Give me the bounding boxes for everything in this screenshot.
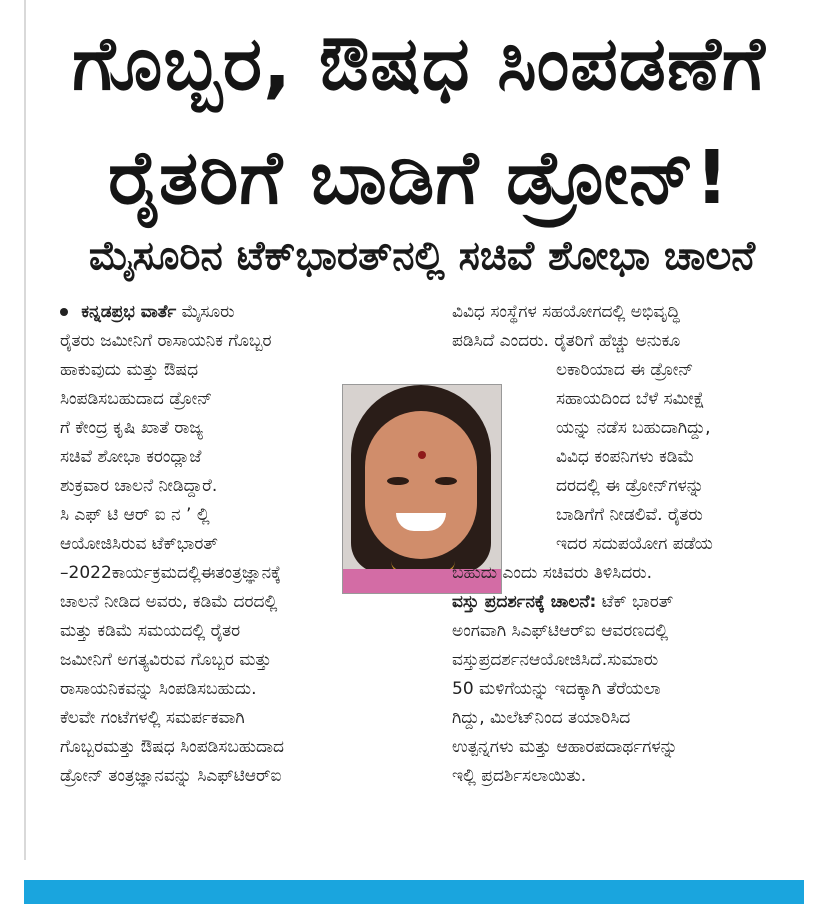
body-line: ಇಲ್ಲಿ ಪ್ರದರ್ಶಿಸಲಾಯಿತು. bbox=[452, 766, 587, 786]
headline-line-2: ರೈತರಿಗೆ ಬಾಡಿಗೆ ಡ್ರೋನ್! bbox=[108, 135, 730, 221]
subsection-first-line bbox=[452, 588, 808, 617]
body-line: ಗೆ ಕೇಂದ್ರ ಕೃಷಿ ಖಾತೆ ರಾಜ್ಯ bbox=[60, 418, 204, 438]
body-line: ಯನ್ನು ನಡೆಸ ಬಹುದಾಗಿದ್ದು, bbox=[556, 418, 711, 438]
bottom-color-bar bbox=[24, 880, 804, 904]
article-right-column bbox=[452, 298, 808, 791]
headline-line-1: ಗೊಬ್ಬರ, ಔಷಧ ಸಿಂಪಡಣೆಗೆ bbox=[72, 21, 766, 107]
body-line: 50 ಮಳಿಗೆಯನ್ನು ಇದಕ್ಕಾಗಿ ತೆರೆಯಲಾ bbox=[452, 679, 661, 699]
body-line: ಜಮೀನಿಗೆ ಅಗತ್ಯವಿರುವ ಗೊಬ್ಬರ ಮತ್ತು bbox=[60, 650, 272, 670]
body-line: ದರದಲ್ಲಿ ಈ ಡ್ರೋನ್‌ಗಳನ್ನು bbox=[556, 476, 704, 496]
subsection-heading: ವಸ್ತು ಪ್ರದರ್ಶನಕ್ಕೆ ಚಾಲನೆ: bbox=[452, 592, 597, 612]
body-line: ಆಯೋಜಿಸಿರುವ ಟೆಕ್‌ಭಾರತ್ bbox=[60, 534, 218, 554]
body-line: ಶುಕ್ರವಾರ ಚಾಲನೆ ನೀಡಿದ್ದಾರೆ. bbox=[60, 476, 218, 496]
body-line: ಗೊಬ್ಬರಮತ್ತು ಔಷಧ ಸಿಂಪಡಿಸಬಹುದಾದ bbox=[60, 737, 284, 757]
body-line: ಡ್ರೋನ್ ತಂತ್ರಜ್ಞಾನವನ್ನು ಸಿಎಫ್‌ಟಿಆರ್‌ಐ bbox=[60, 766, 282, 786]
body-line: ಚಾಲನೆ ನೀಡಿದ ಅವರು, ಕಡಿಮೆ ದರದಲ್ಲಿ bbox=[60, 592, 278, 612]
body-line: ರಾಸಾಯನಿಕವನ್ನು ಸಿಂಪಡಿಸಬಹುದು. bbox=[60, 679, 257, 699]
body-line: ಅಂಗವಾಗಿ ಸಿಎಫ್‌ಟಿಆರ್‌ಐ ಆವರಣದಲ್ಲಿ bbox=[452, 621, 669, 641]
body-line: ಇದರ ಸದುಪಯೋಗ ಪಡೆಯ bbox=[556, 534, 713, 554]
body-line: –2022ಕಾರ್ಯಕ್ರಮದಲ್ಲಿಈತಂತ್ರಜ್ಞಾನಕ್ಕೆ bbox=[60, 563, 281, 583]
body-line: ಸಿ ಎಫ್ ಟಿ ಆರ್ ಐ ನ ’ ಲ್ಲಿ bbox=[60, 505, 210, 525]
body-line: ವಸ್ತುಪ್ರದರ್ಶನಆಯೋಜಿಸಿದೆ.ಸುಮಾರು bbox=[452, 650, 659, 670]
body-line: ಗಿದ್ದು, ಮಿಲೆಟ್‌ನಿಂದ ತಯಾರಿಸಿದ bbox=[452, 708, 631, 728]
byline bbox=[60, 298, 420, 327]
body-line: ವಿವಿಧ ಸಂಸ್ಥೆಗಳ ಸಹಯೋಗದಲ್ಲಿ ಅಭಿವೃದ್ಧಿ bbox=[452, 302, 680, 322]
subsection-first-line-text: ಟೆಕ್ ಭಾರತ್ bbox=[601, 592, 674, 612]
body-line: ಮತ್ತು ಕಡಿಮೆ ಸಮಯದಲ್ಲಿ ರೈತರ bbox=[60, 621, 241, 641]
body-line: ವಿವಿಧ ಕಂಪನಿಗಳು ಕಡಿಮೆ bbox=[556, 447, 695, 467]
body-line: ಬಾಡಿಗೆಗೆ ನೀಡಲಿವೆ. ರೈತರು bbox=[556, 505, 703, 525]
body-line: ಹಾಕುವುದು ಮತ್ತು ಔಷಧ bbox=[60, 360, 199, 380]
body-line: ಉತ್ಪನ್ನಗಳು ಮತ್ತು ಆಹಾರಪದಾರ್ಥಗಳನ್ನು bbox=[452, 737, 678, 757]
body-line: ಲಕಾರಿಯಾದ ಈ ಡ್ರೋನ್ bbox=[556, 360, 694, 380]
byline-place: ಮೈಸೂರು bbox=[181, 302, 235, 322]
body-line: ಬಹುದು ಎಂದು ಸಚಿವರು ತಿಳಿಸಿದರು. bbox=[452, 563, 652, 583]
body-line: ಸಿಂಪಡಿಸಬಹುದಾದ ಡ್ರೋನ್ bbox=[60, 389, 213, 409]
column-rule bbox=[24, 0, 26, 860]
body-line: ಸಹಾಯದಿಂದ ಬೆಳೆ ಸಮೀಕ್ಷೆ bbox=[556, 389, 705, 409]
body-line: ಪಡಿಸಿದೆ ಎಂದರು. ರೈತರಿಗೆ ಹೆಚ್ಚು ಅನುಕೂ bbox=[452, 331, 681, 351]
body-line: ಸಚಿವೆ ಶೋಭಾ ಕರಂದ್ಲಾಜೆ bbox=[60, 447, 202, 467]
subheadline: ಮೈಸೂರಿನ ಟೆಕ್‌ಭಾರತ್‌ನಲ್ಲಿ ಸಚಿವೆ ಶೋಭಾ ಚಾಲನೆ bbox=[88, 233, 756, 279]
bullet-icon bbox=[60, 308, 68, 316]
body-line: ರೈತರು ಜಮೀನಿಗೆ ರಾಸಾಯನಿಕ ಗೊಬ್ಬರ bbox=[60, 331, 272, 351]
byline-source: ಕನ್ನಡಪ್ರಭ ವಾರ್ತೆ bbox=[81, 302, 177, 322]
body-line: ಕೆಲವೇ ಗಂಟೆಗಳಲ್ಲಿ ಸಮರ್ಪಕವಾಗಿ bbox=[60, 708, 245, 728]
